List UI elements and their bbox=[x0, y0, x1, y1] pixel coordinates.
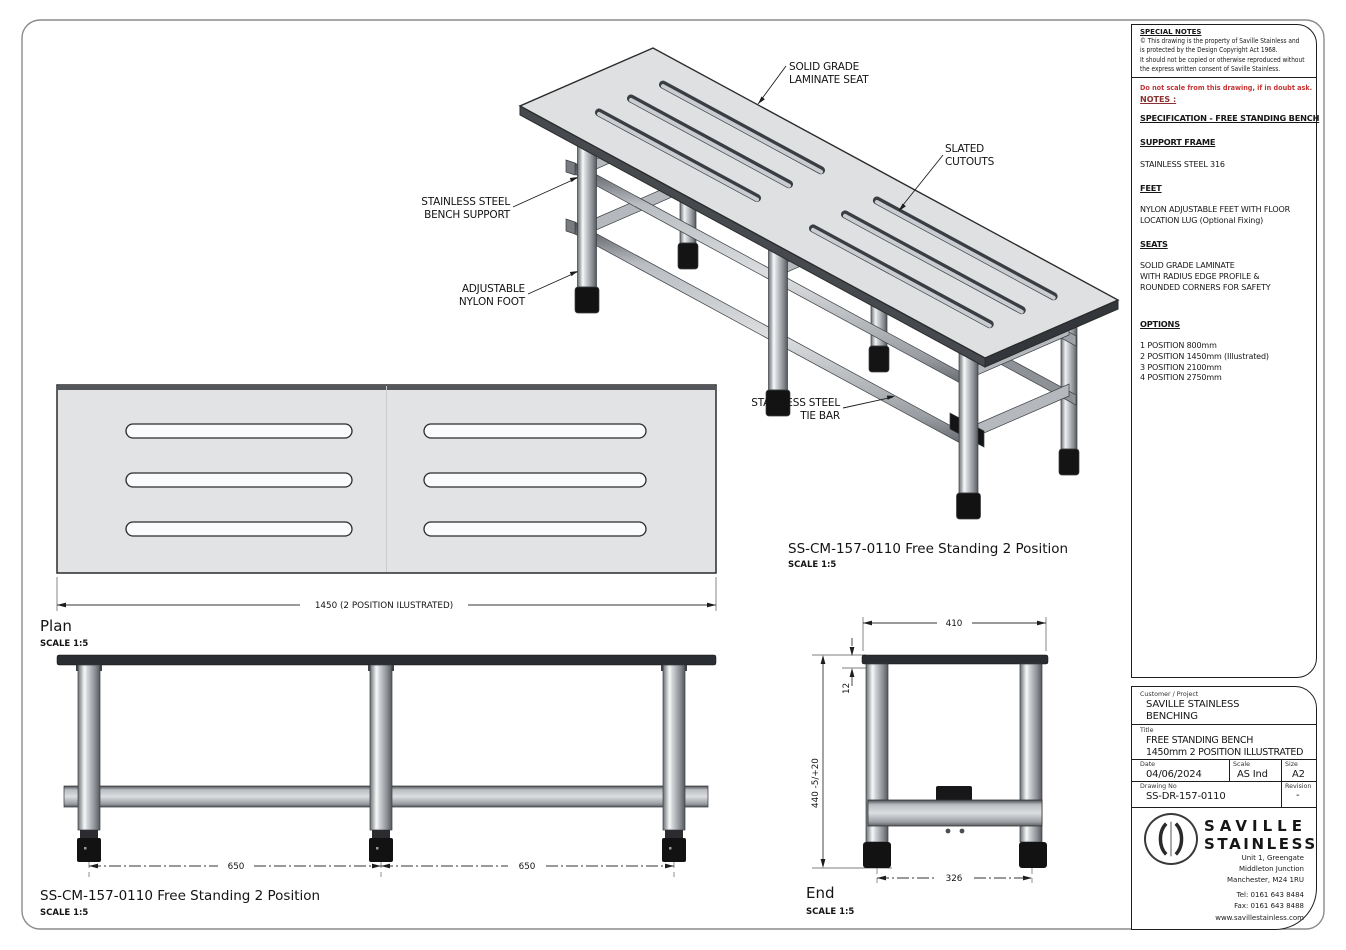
end-extension-lines bbox=[812, 617, 1046, 868]
brand-website: www.savillestainless.com bbox=[1215, 914, 1304, 922]
brand-line2: STAINLESS bbox=[1204, 835, 1318, 853]
label-support: STAINLESS STEEL bbox=[421, 196, 510, 208]
end-lug-block bbox=[936, 786, 972, 801]
end-dim-feet: 326 bbox=[945, 874, 963, 884]
svg-text:TIE BAR: TIE BAR bbox=[800, 410, 840, 422]
copyright-text: © This drawing is the property of Saville Stainless and is protected by the Design Copyright Act 1968. It should not be copied or otherwise reproduced without the express written consent of Saville Stainless. bbox=[1140, 37, 1305, 73]
saville-logo-icon bbox=[1144, 813, 1198, 865]
end-dim-height: 440 -5/+20 bbox=[811, 758, 821, 808]
end-seat bbox=[862, 655, 1048, 664]
scale-label: Scale bbox=[1233, 761, 1250, 768]
date-label: Date bbox=[1140, 761, 1156, 768]
svg-text:LAMINATE SEAT: LAMINATE SEAT bbox=[789, 74, 869, 86]
foot-icon bbox=[1059, 449, 1079, 475]
customer-label: Customer / Project bbox=[1140, 691, 1199, 698]
adjustable-foot-icon bbox=[957, 493, 981, 519]
plan-view-title: Plan bbox=[40, 617, 72, 635]
end-view bbox=[806, 617, 1048, 917]
foot-icon bbox=[869, 346, 889, 372]
iso-view-title: SS-CM-157-0110 Free Standing 2 Position bbox=[788, 541, 1069, 557]
label-seat: SOLID GRADE bbox=[789, 61, 860, 73]
brand-phone: Tel: 0161 643 8484 Fax: 0161 643 8488 bbox=[1234, 891, 1304, 910]
label-tiebar: STAINLESS STEEL bbox=[751, 397, 840, 409]
customer-value: SAVILLE STAINLESS bbox=[1146, 699, 1240, 710]
scale-value: AS Ind bbox=[1237, 769, 1268, 780]
section-seats: SEATS bbox=[1140, 239, 1168, 249]
section-options: OPTIONS bbox=[1140, 319, 1180, 329]
end-feet bbox=[863, 842, 1047, 868]
title-label: Title bbox=[1140, 727, 1154, 734]
svg-text:NYLON FOOT: NYLON FOOT bbox=[458, 296, 525, 308]
iso-seat bbox=[520, 48, 1118, 367]
svg-text:BENCH SUPPORT: BENCH SUPPORT bbox=[424, 209, 510, 221]
end-tie-bar bbox=[868, 800, 1042, 826]
options-list: 1 POSITION 800mm 2 POSITION 1450mm (Illustrated) 3 POSITION 2100mm 4 POSITION 2750mm bbox=[1140, 341, 1269, 383]
revision-label: Revision bbox=[1285, 783, 1312, 790]
special-notes-panel bbox=[1131, 24, 1320, 678]
front-centrelines bbox=[89, 862, 674, 877]
support-frame-spec: STAINLESS STEEL 316 bbox=[1140, 160, 1225, 169]
iso-view-scale: SCALE 1:5 bbox=[788, 560, 837, 570]
adjustable-foot-icon bbox=[575, 287, 599, 313]
title-value: FREE STANDING BENCH bbox=[1146, 735, 1254, 746]
size-label: Size bbox=[1285, 761, 1298, 768]
spec-heading: SPECIFICATION - FREE STANDING BENCH bbox=[1140, 113, 1320, 123]
date-value: 04/06/2024 bbox=[1146, 769, 1202, 780]
plan-dim-text: 1450 (2 POSITION ILUSTRATED) bbox=[314, 601, 454, 611]
section-feet: FEET bbox=[1140, 183, 1162, 193]
title-block: Customer / Project SAVILLE STAINLESS BENCHING Title FREE STANDING BENCH 1450mm 2 POSITION ILLUSTRATED Date 04/06/2024 Scale AS Ind Size A2 Drawing No SS-DR-157-0110 Revision - SAVILLE STAINLESS Unit 1, Greengate Middleton Junction Manchester, M24 1RU Tel: 0161 643 8484 Fax: 0161 643 8488 www.savillestainless.com bbox=[1131, 686, 1317, 930]
foot-icon bbox=[678, 243, 698, 269]
front-view bbox=[40, 655, 716, 918]
end-dim-thickness: 12 bbox=[842, 682, 852, 694]
size-value: A2 bbox=[1292, 769, 1305, 780]
brand-line1: SAVILLE bbox=[1204, 817, 1307, 835]
drawing-no-value: SS-DR-157-0110 bbox=[1146, 791, 1226, 802]
front-feet bbox=[77, 830, 686, 862]
label-foot: ADJUSTABLE bbox=[461, 283, 525, 295]
front-dim-left: 650 bbox=[227, 862, 245, 872]
plan-view bbox=[40, 385, 716, 649]
feet-spec: NYLON ADJUSTABLE FEET WITH FLOOR LOCATION LUG (Optional Fixing) bbox=[1140, 205, 1291, 225]
section-support-frame: SUPPORT FRAME bbox=[1140, 137, 1216, 147]
front-seat bbox=[57, 655, 716, 665]
front-view-scale: SCALE 1:5 bbox=[40, 908, 89, 918]
special-notes-heading: SPECIAL NOTES bbox=[1140, 28, 1202, 36]
drawing-no-label: Drawing No bbox=[1140, 783, 1177, 790]
seats-spec: SOLID GRADE LAMINATE WITH RADIUS EDGE PROFILE & ROUNDED CORNERS FOR SAFETY bbox=[1140, 261, 1271, 292]
brand-address: Unit 1, Greengate Middleton Junction Manchester, M24 1RU bbox=[1227, 854, 1304, 884]
divider bbox=[1132, 77, 1316, 78]
end-view-title: End bbox=[806, 884, 835, 902]
front-dim-right: 650 bbox=[518, 862, 536, 872]
end-dim-width: 410 bbox=[945, 619, 963, 629]
svg-text:CUTOUTS: CUTOUTS bbox=[945, 156, 995, 168]
do-not-scale-warning: Do not scale from this drawing, if in doubt ask. bbox=[1140, 83, 1313, 92]
front-view-title: SS-CM-157-0110 Free Standing 2 Position bbox=[40, 888, 321, 904]
label-cutouts: SLATED bbox=[945, 143, 985, 155]
plan-view-scale: SCALE 1:5 bbox=[40, 639, 89, 649]
end-view-scale: SCALE 1:5 bbox=[806, 907, 855, 917]
notes-heading: NOTES : bbox=[1140, 95, 1177, 104]
revision-value: - bbox=[1296, 790, 1300, 801]
